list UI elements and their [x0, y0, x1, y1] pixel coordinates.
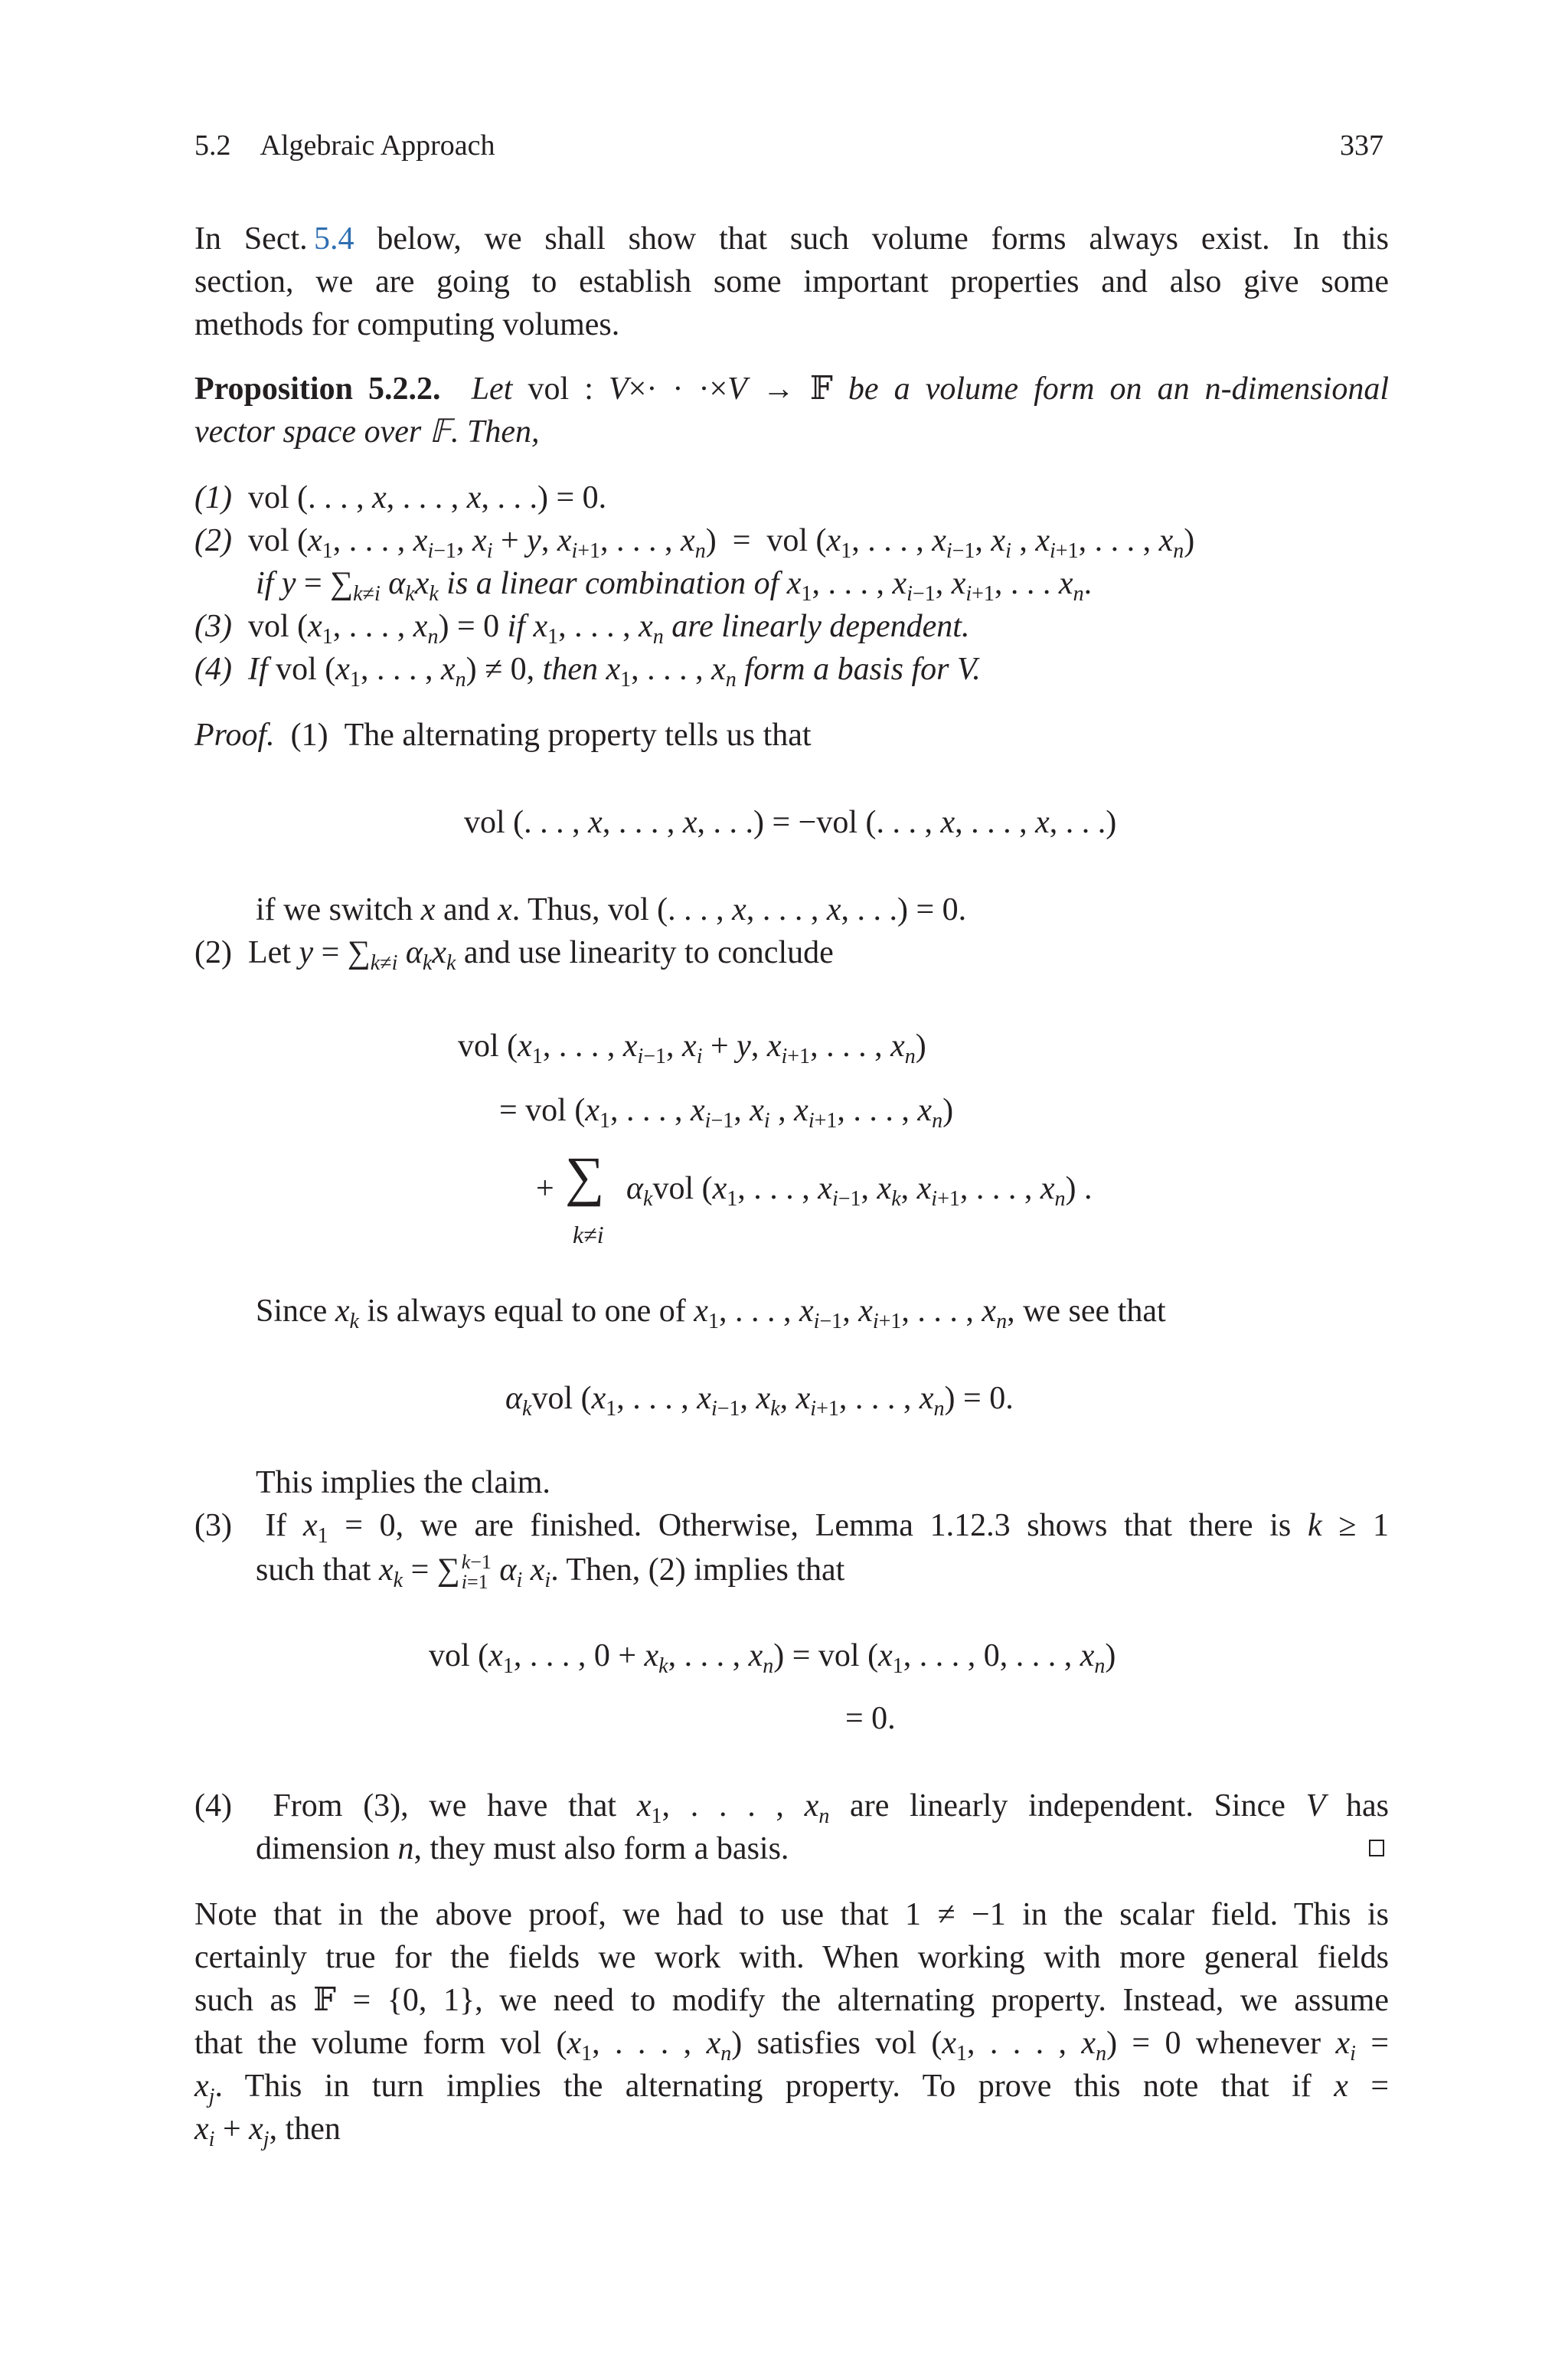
summation-sign: ∑: [565, 1146, 605, 1207]
intro-line-1: [194, 218, 1389, 260]
proposition-label: Proposition 5.2.2.: [194, 371, 441, 407]
prop-item-1-number: (1): [194, 480, 232, 515]
proof-label: Proof.: [194, 718, 275, 753]
page-number: 337: [1340, 129, 1383, 162]
note-line-6: $x_i + x_j$, then: [194, 2111, 341, 2151]
equation-2-line-3-plus: +: [536, 1171, 554, 1206]
prop-item-2-line-2: if $y = \sum_{k\ne i}$ $\alpha_kx_k$ is a linear combination of $x_1$, . . . , $x_{i-1}$, $x_{i+1}$, . . . $x_n$.: [256, 566, 1093, 606]
proposition-statement-line-2: [194, 411, 539, 453]
note-line-3: such as 𝔽 = {0, 1}, we need to modify the alternating property. Instead, we assume: [194, 1983, 1389, 2018]
equation-2-line-3: $\alpha_kvol$ ($x_1$, . . . , $x_{i-1}$, $x_k$, $x_{i+1}$, . . . , $x_n$) .: [626, 1171, 1093, 1211]
intro-line-2: section, we are going to establish some important properties and also give some: [194, 264, 1389, 299]
equation-3-line-2: = 0.: [845, 1701, 896, 1736]
proof-2-line-1: (2) Let $y = \sum_{k\ne i}$ $\alpha_kx_k$ and use linearity to conclude: [194, 935, 834, 975]
proof-1-after: if we switch x and x. Thus, vol (. . . , x, . . . , x, . . .) = 0.: [256, 892, 967, 927]
proof-2-intro-post: and use linearity to conclude: [456, 935, 834, 970]
equation-2-line-2: = vol ($x_1$, . . . , $x_{i-1}$, $x_i$ , $x_{i+1}$, . . . , $x_n$): [499, 1093, 954, 1133]
proof-4-line-1: (4) From (3), we have that $x_1$, . . . , $x_n$ are linearly independent. Since V has: [194, 1788, 1390, 1828]
prop-item-2-line-1: (2) vol ($x_1$, . . . , $x_{i-1}$, $x_i + y$, $x_{i+1}$, . . . , $x_n$) = vol ($x_1$, . . . , $x_{i-1}$, $x_i$ , $x_{i+1}$, . . . , $x_n$): [194, 523, 1195, 563]
proposition-statement-line-1: Proposition 5.2.2. Let vol : V×· · ·×V → 𝔽 be a volume form on an n-dimensional: [194, 371, 1389, 407]
proof-3-line-1-mid: , we are finished. Otherwise, Lemma 1.12.3 shows that there is: [395, 1508, 1292, 1543]
equation-alternating: vol (. . . , x, . . . , x, . . .) = −vol (. . . , x, . . . , x, . . .): [464, 805, 1117, 840]
proof-1-intro: The alternating property tells us that: [344, 718, 812, 753]
equation-zero-term: $\alpha_kvol$ ($x_1$, . . . , $x_{i-1}$, $x_k$, $x_{i+1}$, . . . , $x_n) = 0$.: [505, 1381, 1014, 1421]
proof-2-claim: This implies the claim.: [256, 1465, 550, 1500]
proof-3-line-2: such that $x_k$ = ∑ k−1 i=1 $\alpha_i$ $x_i$. Then, (2) implies that: [256, 1551, 845, 1594]
note-line-2: certainly true for the fields we work with. When working with more general fields: [194, 1940, 1389, 1975]
equation-3-line-1: vol ($x_1$, . . . , $0 + x_k$, . . . , $x_n$) = vol ($x_1$, . . . , 0, . . . , $x_n$): [429, 1638, 1116, 1678]
proof-2-since-pre: Since: [256, 1294, 335, 1329]
section-5-4-link[interactable]: 5.4: [314, 221, 354, 257]
intro-line-3: methods for computing volumes.: [194, 307, 620, 342]
proof-3-line-1: (3) If $x_1 = 0$, we are finished. Otherwise, Lemma 1.12.3 shows that there is k ≥ 1: [194, 1508, 1389, 1548]
proof-3-number: (3): [194, 1508, 232, 1543]
note-line-6-post: , then: [269, 2111, 341, 2147]
proof-4-line-2: dimension n, they must also form a basis.: [256, 1831, 789, 1866]
proof-2-number: (2): [194, 935, 232, 970]
proof-4-number: (4): [194, 1788, 232, 1824]
proof-2-since-post: , we see that: [1007, 1294, 1166, 1329]
prop-item-1: (1) vol (. . . , x, . . . , x, . . .) = 0.: [194, 480, 607, 515]
prop-item-3: (3) vol ($x_1$, . . . , $x_n) = 0$ if $x_1$, . . . , $x_n$ are linearly dependent.: [194, 609, 970, 649]
note-line-4: that the volume form vol ($x_1$, . . . , $x_n$) satisfies vol ($x_1$, . . . , $x_n) = 0$ whenever $x_i$ =: [194, 2026, 1390, 2066]
equation-2-line-1: vol ($x_1$, . . . , $x_{i-1}$, $x_i + y$, $x_{i+1}$, . . . , $x_n$): [458, 1029, 926, 1068]
proposition-statement-line-2-text: vector space over 𝔽. Then,: [194, 414, 540, 450]
qed-symbol: [1369, 1840, 1384, 1856]
prop-item-4-number: (4): [194, 652, 232, 687]
running-header-section: 5.2 Algebraic Approach: [194, 129, 495, 162]
prop-item-4: (4) If vol ($x_1$, . . . , $x_n) \ne 0$, then $x_1$, . . . , $x_n$ form a basis for V.: [194, 652, 981, 692]
proof-3-line-2-post: . Then, (2) implies that: [550, 1552, 845, 1588]
proof-2-since: Since $x_k$ is always equal to one of $x_1$, . . . , $x_{i-1}$, $x_{i+1}$, . . . , $x_n$, we see that: [256, 1294, 1166, 1333]
intro-line-1-post: below, we shall show that such volume forms always exist. In this: [354, 221, 1389, 257]
intro-line-1-pre: In Sect.: [194, 221, 315, 257]
proof-1-number: (1): [290, 718, 328, 753]
prop-item-2-number: (2): [194, 523, 232, 558]
note-line-5: $x_j$. This in turn implies the alternating property. To prove this note that if x =: [194, 2069, 1390, 2108]
proof-line-1: [194, 714, 812, 757]
note-line-1: Note that in the above proof, we had to use that 1 ≠ −1 in the scalar field. This is: [194, 1897, 1389, 1932]
prop-item-3-number: (3): [194, 609, 232, 644]
proof-3-line-2-pre: such that: [256, 1552, 371, 1588]
summation-index: k≠i: [573, 1221, 604, 1248]
